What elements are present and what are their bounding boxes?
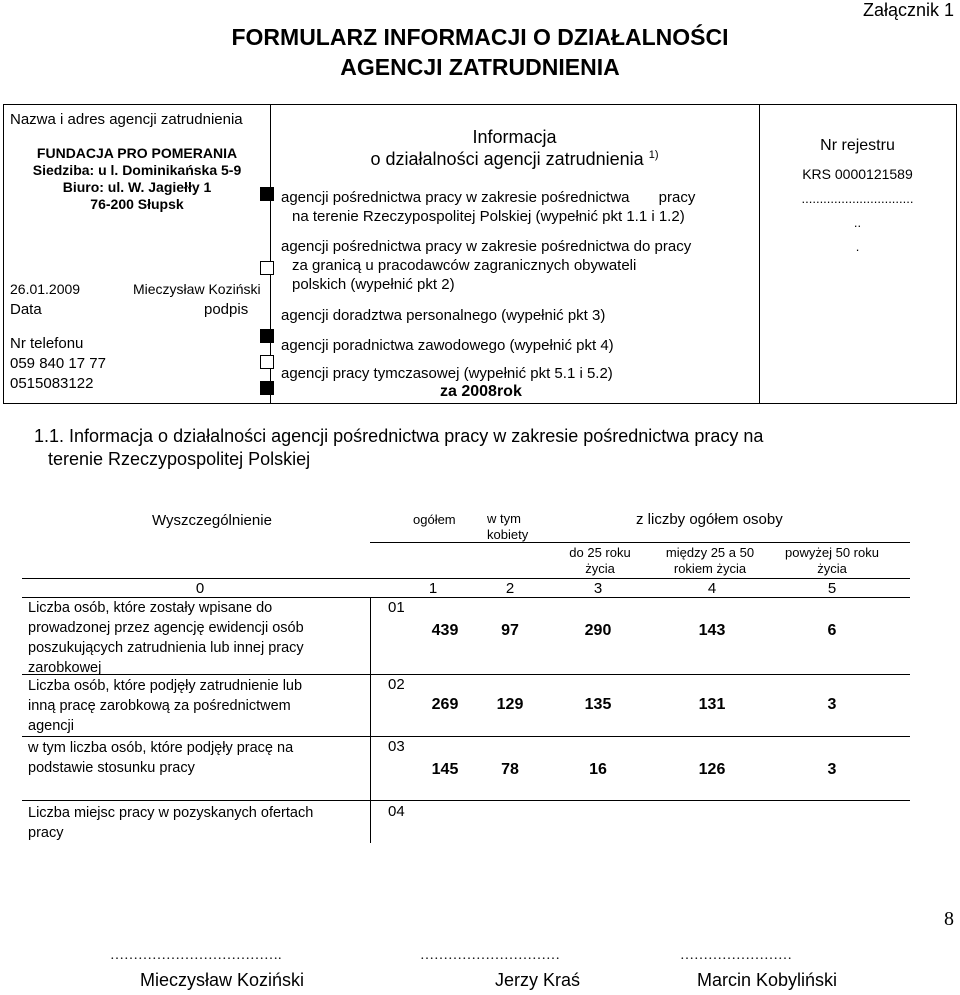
signatory-3: Marcin Kobyliński	[697, 970, 838, 990]
col-number-5: 5	[827, 580, 837, 597]
row2-desc-line: inną pracę zarobkową za pośrednictwem	[28, 698, 291, 714]
row2-total: 269	[431, 696, 459, 713]
header-age2-1: między 25 a 50	[665, 545, 755, 560]
option1-line1: agencji pośrednictwa pracy w zakresie pośrednictwa pracy	[281, 189, 696, 206]
agency-address-3: 76-200 Słupsk	[90, 196, 184, 212]
table-line	[22, 578, 910, 579]
signature-label: podpis	[204, 301, 249, 318]
row2-desc-line: Liczba osób, które podjęły zatrudnienie lub	[28, 678, 303, 694]
agency-name: FUNDACJA PRO POMERANIA	[36, 145, 238, 161]
info-heading-1: Informacja	[472, 127, 557, 147]
row1-desc-line: zarobkowej	[28, 660, 102, 676]
form-title-line2: AGENCJI ZATRUDNIENIA	[340, 54, 620, 80]
row3-desc-line: w tym liczba osób, które podjęły pracę na	[28, 740, 294, 756]
signature-dots-1: ……………………………….	[110, 948, 282, 963]
option2-line2: za granicą u pracodawców zagranicznych obywateli	[292, 257, 637, 274]
signature-dots-3: ……………………	[680, 948, 792, 963]
col-number-4: 4	[707, 580, 717, 597]
page-number: 8	[944, 908, 954, 930]
row2-code: 02	[388, 676, 405, 693]
row4-description	[28, 803, 313, 843]
row3-description	[28, 738, 293, 778]
krs-number: KRS 0000121589	[802, 166, 913, 182]
row1-women: 97	[501, 622, 519, 639]
header-spec: Wyszczególnienie	[152, 512, 272, 529]
footnote-marker: 1)	[648, 149, 659, 161]
table-line	[22, 674, 910, 675]
row1-25to50: 143	[698, 622, 726, 639]
annex-label: Załącznik 1	[862, 0, 954, 20]
option3: agencji doradztwa personalnego (wypełnić pkt 3)	[281, 307, 606, 324]
register-dots-2: ..	[853, 215, 862, 230]
header-age2-2: rokiem życia	[673, 561, 747, 576]
row1-over50: 6	[827, 622, 837, 639]
row4-desc-line: pracy	[28, 825, 64, 841]
agency-address-1: Siedziba: u l. Dominikańska 5-9	[32, 162, 242, 178]
agency-heading: Nazwa i adres agencji zatrudnienia	[10, 111, 243, 128]
date-label: Data	[10, 301, 42, 318]
row1-desc-line: poszukujących zatrudnienia lub innej pracy	[28, 640, 304, 656]
date-value: 26.01.2009	[10, 281, 81, 297]
row1-code: 01	[388, 599, 405, 616]
row2-over50: 3	[827, 696, 837, 713]
signature-dots-2: …………………………	[420, 948, 560, 963]
row3-desc-line: podstawie stosunku pracy	[28, 760, 195, 776]
header-age1-1: do 25 roku	[569, 545, 631, 560]
header-women-1: w tym	[487, 511, 521, 526]
register-heading: Nr rejestru	[820, 137, 895, 154]
agency-address-2: Biuro: ul. W. Jagiełły 1	[62, 179, 212, 195]
phone-label: Nr telefonu	[10, 335, 84, 352]
register-dots-1: ...............................	[801, 191, 914, 206]
table-line	[370, 597, 371, 843]
option1-line2: na terenie Rzeczypospolitej Polskiej (wypełnić pkt 1.1 i 1.2)	[292, 208, 685, 225]
phone-2: 0515083122	[10, 375, 94, 392]
row1-under25: 290	[584, 622, 612, 639]
signatory-2: Jerzy Kraś	[495, 970, 581, 990]
table-line	[370, 542, 910, 543]
option4: agencji poradnictwa zawodowego (wypełnić pkt 4)	[281, 337, 614, 354]
row4-code: 04	[388, 803, 405, 820]
row1-desc-line: Liczba osób, które zostały wpisane do	[28, 600, 273, 616]
row2-women: 129	[496, 696, 524, 713]
row2-description	[28, 676, 302, 736]
report-year: za 2008rok	[440, 383, 522, 400]
row1-desc-line: prowadzonej przez agencję ewidencji osób	[28, 620, 304, 636]
row2-25to50: 131	[698, 696, 726, 713]
option5: agencji pracy tymczasowej (wypełnić pkt 5.1 i 5.2)	[281, 365, 613, 382]
form-title-line1: FORMULARZ INFORMACJI O DZIAŁALNOŚCI	[231, 24, 729, 50]
header-group: z liczby ogółem osoby	[636, 511, 783, 528]
header-total: ogółem	[413, 512, 456, 527]
header-age3-1: powyżej 50 roku	[785, 545, 879, 560]
table-line	[22, 736, 910, 737]
option2-line1: agencji pośrednictwa pracy w zakresie pośrednictwa do pracy	[281, 238, 692, 255]
phone-1: 059 840 17 77	[10, 355, 106, 372]
row3-code: 03	[388, 738, 405, 755]
row2-desc-line: agencji	[28, 718, 74, 734]
row3-under25: 16	[589, 761, 607, 778]
row3-women: 78	[501, 761, 519, 778]
row4-desc-line: Liczba miejsc pracy w pozyskanych ofertach	[28, 805, 314, 821]
register-dots-3: .	[855, 239, 860, 254]
row3-over50: 3	[827, 761, 837, 778]
info-heading-2-text: o działalności agencji zatrudnienia	[370, 149, 644, 169]
row3-25to50: 126	[698, 761, 726, 778]
row1-total: 439	[431, 622, 459, 639]
row3-total: 145	[431, 761, 459, 778]
col-number-1: 1	[428, 580, 438, 597]
col-number-3: 3	[593, 580, 603, 597]
signatory-1: Mieczysław Koziński	[140, 970, 305, 990]
header-age1-2: życia	[585, 561, 615, 576]
header-age3-2: życia	[817, 561, 847, 576]
table-line	[22, 800, 910, 801]
header-women-2: kobiety	[487, 527, 529, 542]
signer-name: Mieczysław Koziński	[133, 281, 261, 297]
col-number-2: 2	[505, 580, 515, 597]
col-number-0: 0	[195, 580, 205, 597]
section-heading-line2: terenie Rzeczypospolitej Polskiej	[48, 449, 311, 469]
table-line	[22, 597, 910, 598]
row2-under25: 135	[584, 696, 612, 713]
section-heading-line1: 1.1. Informacja o działalności agencji pośrednictwa pracy w zakresie pośrednictwa pracy na	[34, 426, 764, 446]
row1-description	[28, 598, 304, 678]
option2-line3: polskich (wypełnić pkt 2)	[292, 276, 455, 293]
